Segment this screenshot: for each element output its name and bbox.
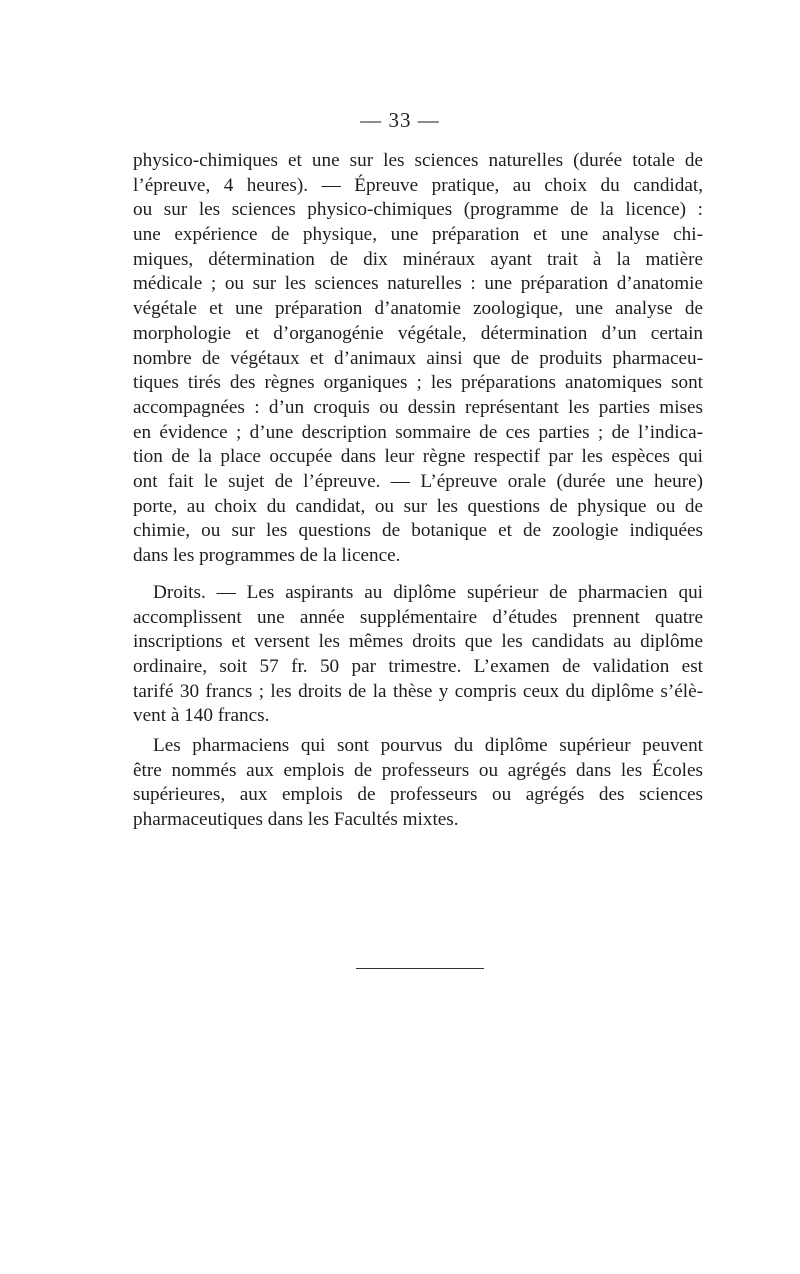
- paragraph-droits: [133, 581, 703, 729]
- text-line: une expérience de physique, une préparation et une analyse chi-: [133, 224, 703, 246]
- text-line: miques, détermination de dix minéraux ayant trait à la matière: [133, 248, 703, 270]
- text-line: être nommés aux emplois de professeurs ou agrégés dans les Écoles: [133, 759, 703, 781]
- text-line: chimie, ou sur les questions de botanique et de zoologie indiquées: [133, 520, 703, 542]
- text-line: tiques tirés des règnes organiques ; les préparations anatomiques sont: [133, 372, 703, 394]
- text-line: accomplissent une année supplémentaire d’études prennent quatre: [133, 606, 703, 628]
- paragraph-pharmaciens: [133, 734, 703, 833]
- text-line: Droits. — Les aspirants au diplôme supérieur de pharmacien qui: [153, 582, 703, 603]
- text-line: ou sur les sciences physico-chimiques (programme de la licence) :: [133, 199, 703, 221]
- end-rule: [356, 968, 484, 969]
- text-line: médicale ; ou sur les sciences naturelles : une préparation d’anatomie: [133, 273, 703, 295]
- text-line: pharmaceutiques dans les Facultés mixtes.: [133, 809, 459, 831]
- text-line: l’épreuve, 4 heures). — Épreuve pratique, au choix du candidat,: [133, 174, 703, 196]
- text-line: tion de la place occupée dans leur règne respectif par les espèces qui: [133, 446, 703, 468]
- text-line: dans les programmes de la licence.: [133, 545, 401, 566]
- paragraph-epreuves: [133, 149, 703, 569]
- text-line: physico-chimiques et une sur les sciences naturelles (durée totale de: [133, 150, 703, 171]
- text-line: porte, au choix du candidat, ou sur les questions de physique ou de: [133, 495, 703, 517]
- text-line: ordinaire, soit 57 fr. 50 par trimestre. L’examen de validation est: [133, 656, 703, 678]
- text-line: tarifé 30 francs ; les droits de la thèse y compris ceux du diplôme s’élè-: [133, 680, 703, 702]
- text-line: accompagnées : d’un croquis ou dessin représentant les parties mises: [133, 396, 703, 418]
- text-line: ont fait le sujet de l’épreuve. — L’épreuve orale (durée une heure): [133, 470, 703, 492]
- text-line: Les pharmaciens qui sont pourvus du diplôme supérieur peuvent: [153, 735, 703, 756]
- text-line: morphologie et d’organogénie végétale, détermination d’un certain: [133, 322, 703, 344]
- text-line: végétale et une préparation d’anatomie zoologique, une analyse de: [133, 298, 703, 320]
- text-line: en évidence ; d’une description sommaire de ces parties ; de l’indica-: [133, 421, 703, 443]
- text-line: vent à 140 francs.: [133, 705, 270, 727]
- text-line: inscriptions et versent les mêmes droits que les candidats au diplôme: [133, 631, 703, 653]
- text-line: supérieures, aux emplois de professeurs ou agrégés des sciences: [133, 784, 703, 806]
- text-line: nombre de végétaux et d’animaux ainsi que de produits pharmaceu-: [133, 347, 703, 369]
- page-number: — 33 —: [360, 108, 440, 132]
